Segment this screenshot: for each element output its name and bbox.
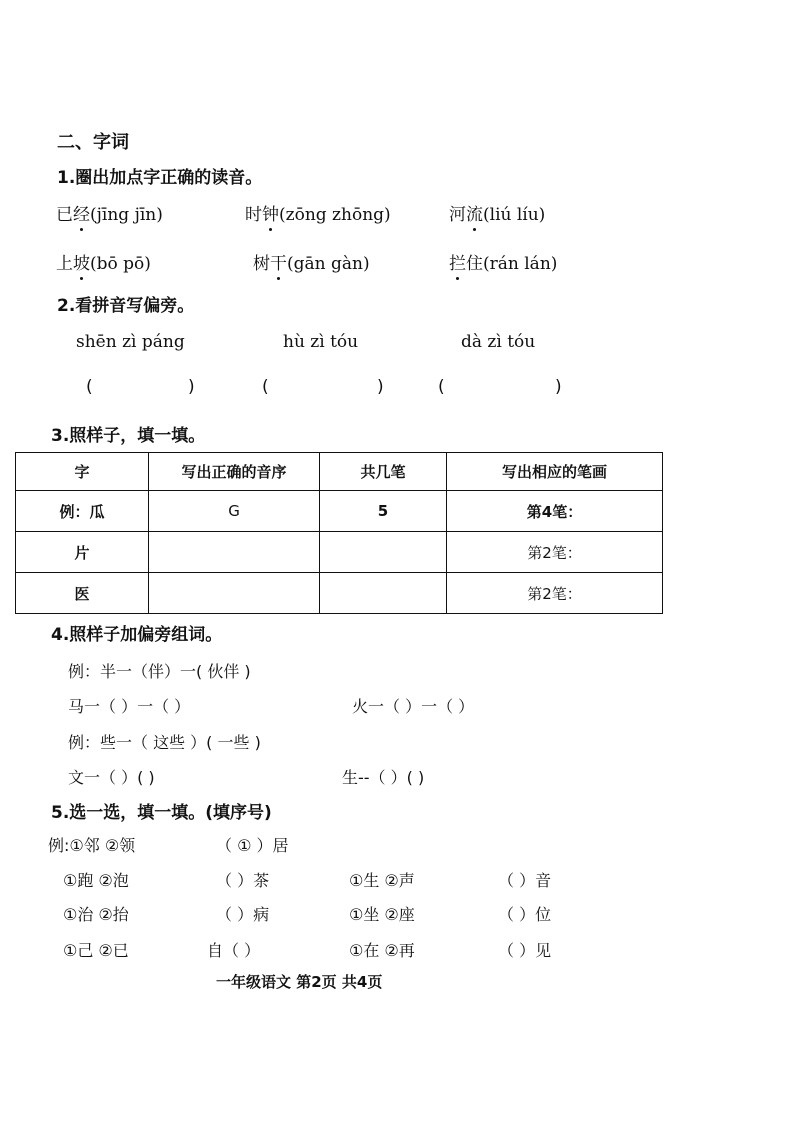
table-cell: 片 bbox=[16, 532, 149, 573]
q5-row2-fill-right: （ ）位 bbox=[498, 905, 552, 924]
q1-pinyin-2: (zōng zhōng) bbox=[279, 205, 391, 225]
table-cell[interactable] bbox=[320, 532, 447, 573]
section-title: 二、字词 bbox=[57, 132, 129, 153]
q1-title: 1.圈出加点字正确的读音。 bbox=[57, 168, 263, 188]
q1-item-1: 已经(jīng jīn) bbox=[56, 200, 163, 225]
q4-example-1: 例：半一（伴）一( 伙伴 ) bbox=[68, 662, 251, 681]
table-header: 共几笔 bbox=[320, 453, 447, 491]
q2-blank-3-open: ( bbox=[438, 377, 445, 397]
q4-line1-right: 火一（ ）一（ ） bbox=[352, 697, 475, 716]
q2-blank-2-open: ( bbox=[262, 377, 269, 397]
q4-example-2: 例：些一（ 这些 ）( 一些 ) bbox=[68, 733, 261, 752]
q4-title: 4.照样子加偏旁组词。 bbox=[51, 625, 223, 645]
q2-title: 2.看拼音写偏旁。 bbox=[57, 296, 195, 316]
table-cell[interactable]: 第2笔： bbox=[447, 573, 663, 614]
table-header: 字 bbox=[16, 453, 149, 491]
q5-row3-fill-right: （ ）见 bbox=[498, 941, 552, 960]
q5-row2-options-left: ①治 ②抬 bbox=[63, 905, 129, 924]
table-header-row bbox=[16, 453, 663, 491]
table-cell[interactable] bbox=[320, 573, 447, 614]
q2-pinyin-3: dà zì tóu bbox=[461, 332, 536, 352]
table-row bbox=[16, 491, 663, 532]
q2-pinyin-1: shēn zì páng bbox=[76, 332, 185, 352]
table-row bbox=[16, 573, 663, 614]
q2-blank-2-close: ) bbox=[377, 377, 384, 397]
q1-pinyin-1: (jīng jīn) bbox=[90, 205, 163, 225]
table-cell: 第4笔： bbox=[447, 491, 663, 532]
table-header: 写出相应的笔画 bbox=[447, 453, 663, 491]
q1-item-4: 上坡(bō pō) bbox=[56, 249, 151, 274]
q3-title: 3.照样子，填一填。 bbox=[51, 426, 206, 446]
q5-title: 5.选一选，填一填。(填序号) bbox=[51, 803, 272, 823]
q5-row3-options-left: ①己 ②已 bbox=[63, 941, 129, 960]
q1-item-2: 时钟(zōng zhōng) bbox=[245, 200, 391, 225]
q1-item-6: 拦住(rán lán) bbox=[449, 249, 557, 274]
table-cell: 5 bbox=[320, 491, 447, 532]
q5-row2-options-right: ①坐 ②座 bbox=[349, 905, 415, 924]
table-header: 写出正确的音序 bbox=[149, 453, 320, 491]
q4-line2-right: 生--（ ）( ) bbox=[342, 768, 425, 787]
q5-row3-fill-left: 自（ ） bbox=[207, 941, 261, 960]
q2-blank-1-open: ( bbox=[86, 377, 93, 397]
q5-row1-fill-left: （ ）茶 bbox=[216, 871, 270, 890]
q4-line2-left: 文一（ ）( ) bbox=[68, 768, 155, 787]
table-cell: 医 bbox=[16, 573, 149, 614]
q5-row1-fill-right: （ ）音 bbox=[498, 871, 552, 890]
q1-pinyin-5: (gān gàn) bbox=[287, 254, 370, 274]
table-cell: G bbox=[149, 491, 320, 532]
table-cell[interactable] bbox=[149, 532, 320, 573]
q5-row3-options-right: ①在 ②再 bbox=[349, 941, 415, 960]
q4-line1-left: 马一（ ）一（ ） bbox=[68, 697, 191, 716]
q1-pinyin-3: (liú líu) bbox=[483, 205, 546, 225]
q2-pinyin-2: hù zì tóu bbox=[283, 332, 359, 352]
q5-row1-options-right: ①生 ②声 bbox=[349, 871, 415, 890]
q5-row1-options-left: ①跑 ②泡 bbox=[63, 871, 129, 890]
q5-example-options: 例:①邻 ②领 bbox=[48, 836, 136, 855]
stroke-table bbox=[15, 452, 663, 614]
q5-row2-fill-left: （ ）病 bbox=[216, 905, 270, 924]
q2-blank-3-close: ) bbox=[555, 377, 562, 397]
page-footer: 一年级语文 第2页 共4页 bbox=[216, 973, 383, 991]
q1-item-3: 河流(liú líu) bbox=[449, 200, 545, 225]
table-row bbox=[16, 532, 663, 573]
table-cell: 例：瓜 bbox=[16, 491, 149, 532]
q5-example-answer: （ ① ）居 bbox=[216, 836, 289, 855]
q1-item-5: 树干(gān gàn) bbox=[253, 249, 370, 274]
table-cell[interactable] bbox=[149, 573, 320, 614]
q1-pinyin-6: (rán lán) bbox=[483, 254, 558, 274]
q2-blank-1-close: ) bbox=[188, 377, 195, 397]
table-cell[interactable]: 第2笔： bbox=[447, 532, 663, 573]
q1-pinyin-4: (bō pō) bbox=[90, 254, 151, 274]
